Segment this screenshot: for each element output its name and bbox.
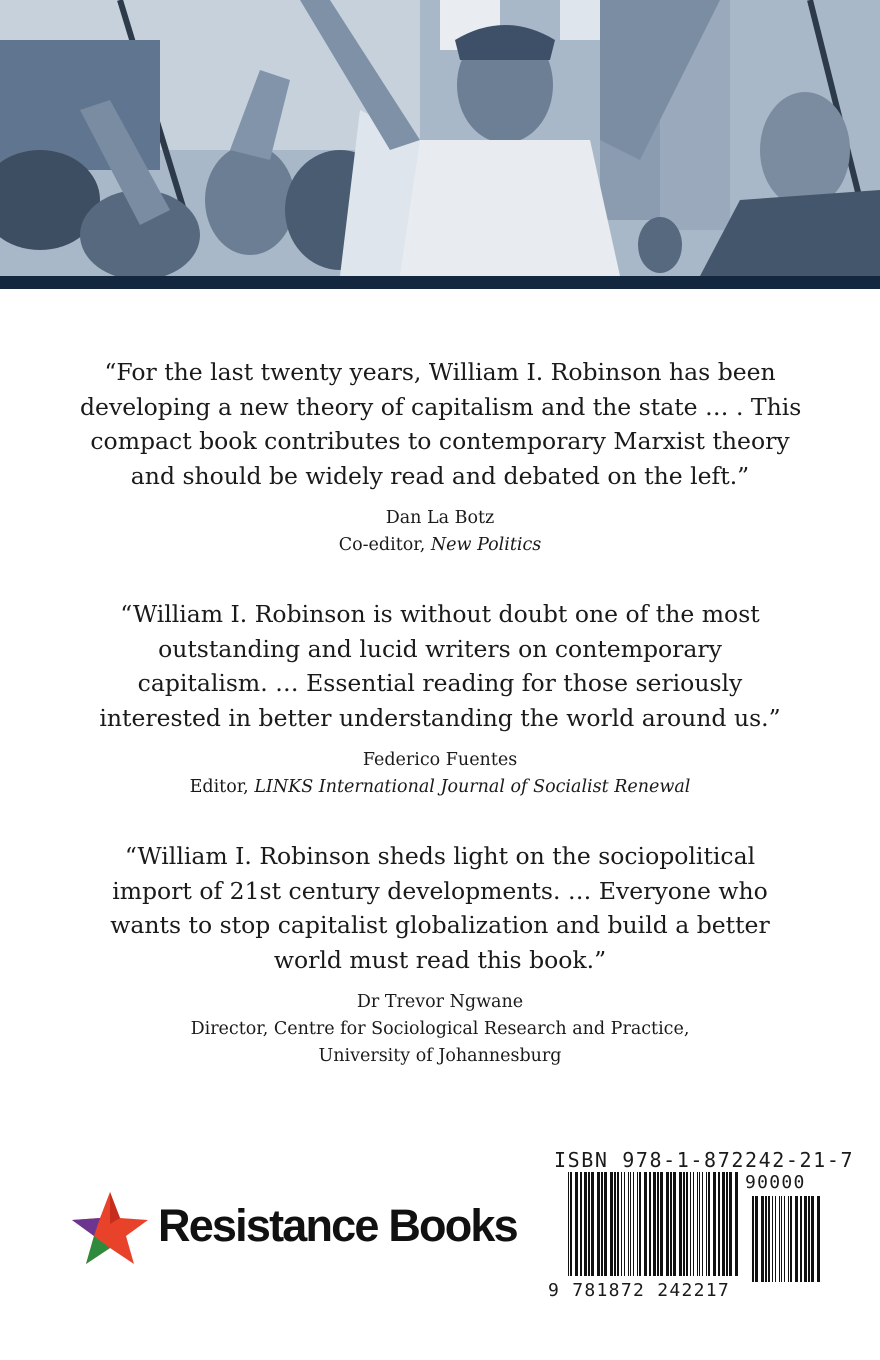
ean-digits: 9 781872 242217: [548, 1280, 731, 1301]
barcode-bar: [765, 1196, 767, 1282]
author-name: Dr Trevor Ngwane: [356, 992, 524, 1012]
quote-line: and should be widely read and debated on the left.”: [130, 461, 750, 490]
publication-title: New Politics: [430, 535, 542, 555]
quote-text: [80, 839, 800, 977]
barcode-bar: [683, 1172, 685, 1276]
quote-line: “For the last twenty years, William I. Robinson has been: [104, 358, 776, 386]
barcode-bar: [811, 1196, 814, 1282]
publisher-logo: [70, 1188, 517, 1268]
barcode-bar: [686, 1172, 688, 1276]
endorsement-3: [80, 839, 800, 1070]
publication-title: LINKS International Journal of Socialist Renewal: [254, 777, 691, 797]
barcode-bar: [628, 1172, 629, 1276]
barcode-bar: [690, 1172, 691, 1276]
barcode-bar: [800, 1196, 802, 1282]
barcode-bar: [644, 1172, 647, 1276]
barcode-bar: [666, 1172, 669, 1276]
barcode-bar: [630, 1172, 631, 1276]
quote-line: compact book contributes to contemporary Marxist theory: [90, 427, 790, 455]
barcode-bar: [784, 1196, 785, 1282]
endorsement-2: [80, 597, 800, 801]
barcode-bar: [729, 1172, 732, 1276]
endorsements: [80, 355, 800, 1108]
barcode-bar: [772, 1196, 773, 1282]
quote-line: developing a new theory of capitalism and the state … . This: [80, 392, 802, 421]
barcode-bar: [761, 1196, 764, 1282]
barcode-bar: [584, 1172, 587, 1276]
quote-line: interested in better understanding the world around us.”: [99, 703, 781, 732]
barcode-bar: [775, 1196, 776, 1282]
barcode-bar: [679, 1172, 682, 1276]
barcode-bar: [614, 1172, 616, 1276]
barcode-bar: [604, 1172, 607, 1276]
barcode-bar: [670, 1172, 672, 1276]
barcode-bar: [649, 1172, 651, 1276]
barcode-bar: [597, 1172, 600, 1276]
author-role: [80, 774, 800, 801]
quote-text: [80, 597, 800, 735]
barcode-bar: [621, 1172, 622, 1276]
barcode-bar: [752, 1196, 754, 1282]
barcode-bar: [568, 1172, 569, 1276]
quote-line: “William I. Robinson is without doubt one of the most: [120, 600, 760, 628]
quote-line: capitalism. … Essential reading for those seriously: [137, 669, 743, 697]
addon-digits: 90000: [745, 1172, 806, 1193]
barcode-bar: [673, 1172, 676, 1276]
barcode-bar: [713, 1172, 716, 1276]
quote-line: world must read this book.”: [273, 945, 607, 974]
barcode-bar: [588, 1172, 590, 1276]
barcode-bar: [633, 1172, 634, 1276]
protest-crowd-image: [0, 0, 880, 276]
barcode-bar: [660, 1172, 663, 1276]
author-name: Dan La Botz: [385, 508, 495, 528]
barcode-bar: [795, 1196, 798, 1282]
cover-photo: [0, 0, 880, 276]
author-role: Director, Centre for Sociological Research and Practice,: [190, 1019, 690, 1039]
barcode-bar: [788, 1196, 789, 1282]
attribution: [80, 989, 800, 1070]
author-role: [80, 532, 800, 559]
quote-text: [80, 355, 800, 493]
attribution: [80, 747, 800, 801]
barcode-bar: [591, 1172, 594, 1276]
barcode-bar: [610, 1172, 613, 1276]
isbn-text: ISBN 978-1-872242-21-7: [554, 1148, 855, 1172]
barcode-bar: [817, 1196, 820, 1282]
quote-line: “William I. Robinson sheds light on the sociopolitical: [124, 842, 756, 870]
barcode-bar: [601, 1172, 603, 1276]
author-affiliation: University of Johannesburg: [318, 1046, 562, 1066]
publisher-name: Resistance Books: [158, 1200, 517, 1251]
star-logo-icon: [70, 1188, 152, 1268]
barcode-bar: [804, 1196, 807, 1282]
barcode-bar: [808, 1196, 810, 1282]
barcode-bar: [575, 1172, 578, 1276]
barcode-bar: [781, 1196, 782, 1282]
photo-divider-band: [0, 276, 880, 289]
barcode-bar: [570, 1172, 572, 1276]
barcode-bar: [718, 1172, 720, 1276]
barcode-bar: [755, 1196, 758, 1282]
barcode-bar: [790, 1196, 792, 1282]
barcode-bar: [699, 1172, 700, 1276]
barcode-bar: [779, 1196, 780, 1282]
barcode-bar: [639, 1172, 641, 1276]
role-prefix: Co-editor,: [338, 535, 431, 555]
role-prefix: Editor,: [189, 777, 255, 797]
barcode-bar: [624, 1172, 625, 1276]
barcode-bar: [653, 1172, 656, 1276]
barcode-bar: [726, 1172, 728, 1276]
quote-line: import of 21st century developments. … Everyone who: [112, 876, 768, 905]
barcode-bar: [768, 1196, 770, 1282]
barcode-bar: [722, 1172, 725, 1276]
barcode-bar: [580, 1172, 582, 1276]
endorsement-1: [80, 355, 800, 559]
barcode-bar: [706, 1172, 707, 1276]
quote-line: outstanding and lucid writers on contemporary: [158, 634, 722, 663]
isbn-barcode: [548, 1148, 855, 1308]
barcode-bar: [697, 1172, 698, 1276]
quote-line: wants to stop capitalist globalization and build a better: [110, 911, 770, 939]
barcode-bar: [735, 1172, 738, 1276]
barcode-bar: [637, 1172, 638, 1276]
barcode-bar: [708, 1172, 710, 1276]
barcode-bar: [693, 1172, 694, 1276]
attribution: [80, 505, 800, 559]
barcode-bar: [617, 1172, 619, 1276]
barcode-bar: [702, 1172, 703, 1276]
barcode-bar: [657, 1172, 659, 1276]
author-name: Federico Fuentes: [362, 750, 518, 770]
